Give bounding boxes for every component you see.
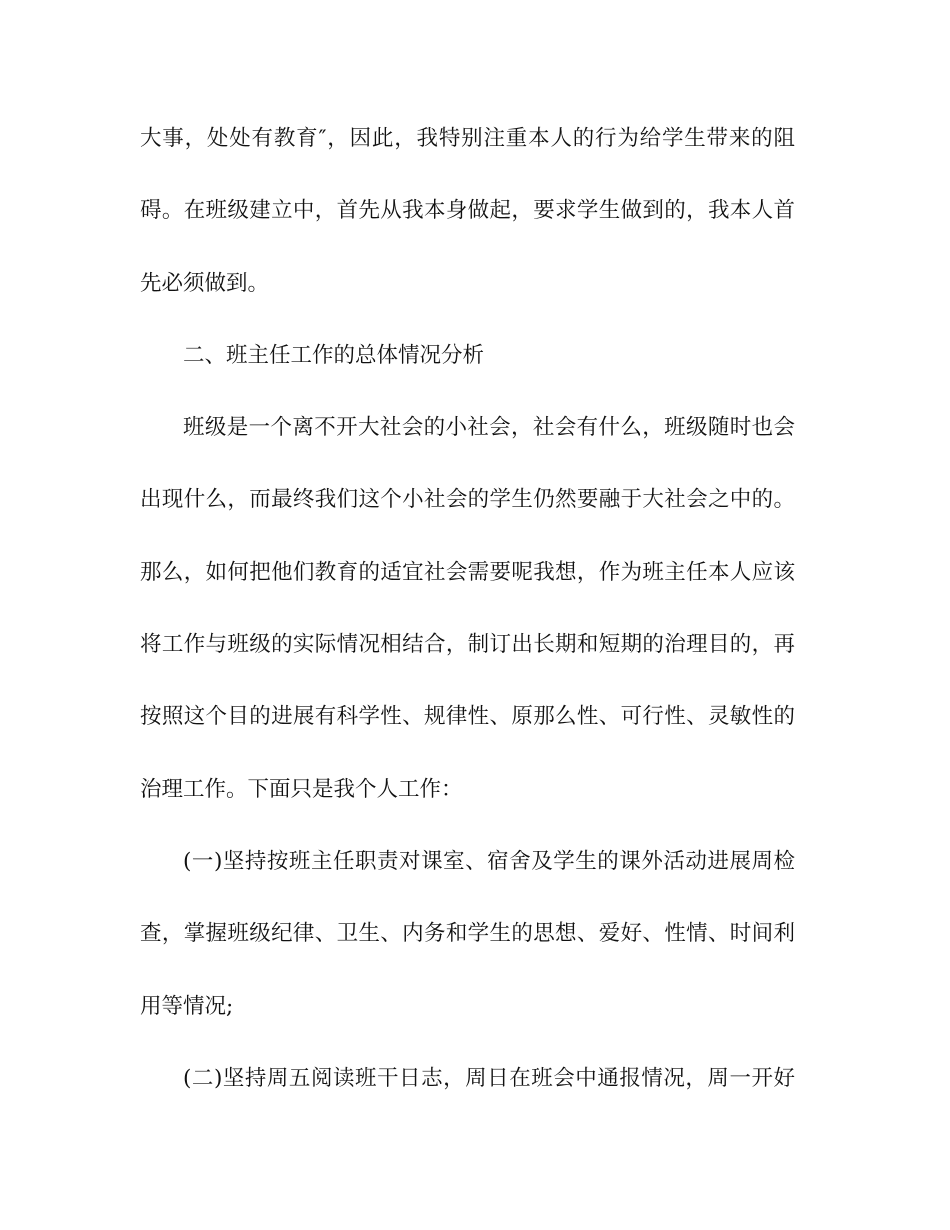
text-line: 查，掌握班级纪律、卫生、内务和学生的思想、爱好、性情、时间利 <box>140 921 795 947</box>
section-heading: 二、班主任工作的总体情况分析 <box>183 342 485 368</box>
document-body <box>140 118 795 1130</box>
text-line: (二)坚持周五阅读班干日志，周日在班会中通报情况，周一开好 <box>183 1065 795 1091</box>
text-line: 先必须做到。 <box>140 270 270 296</box>
text-line: (一)坚持按班主任职责对课室、宿舍及学生的课外活动进展周检 <box>183 848 795 874</box>
text-line: 大事，处处有教育″，因此，我特别注重本人的行为给学生带来的阻 <box>140 126 795 151</box>
text-line: 按照这个目的进展有科学性、规律性、原那么性、可行性、灵敏性的 <box>140 704 795 730</box>
text-line: 班级是一个离不开大社会的小社会，社会有什么，班级随时也会 <box>183 415 795 441</box>
text-line: 那么，如何把他们教育的适宜社会需要呢我想，作为班主任本人应该 <box>140 559 795 585</box>
text-line: 出现什么，而最终我们这个小社会的学生仍然要融于大社会之中的。 <box>140 487 795 513</box>
text-line: 碍。在班级建立中，首先从我本身做起，要求学生做到的，我本人首 <box>140 198 795 224</box>
text-line: 治理工作。下面只是我个人工作： <box>140 776 463 802</box>
text-line: 将工作与班级的实际情况相结合，制订出长期和短期的治理目的，再 <box>140 632 795 658</box>
text-line: 用等情况; <box>140 993 234 1019</box>
